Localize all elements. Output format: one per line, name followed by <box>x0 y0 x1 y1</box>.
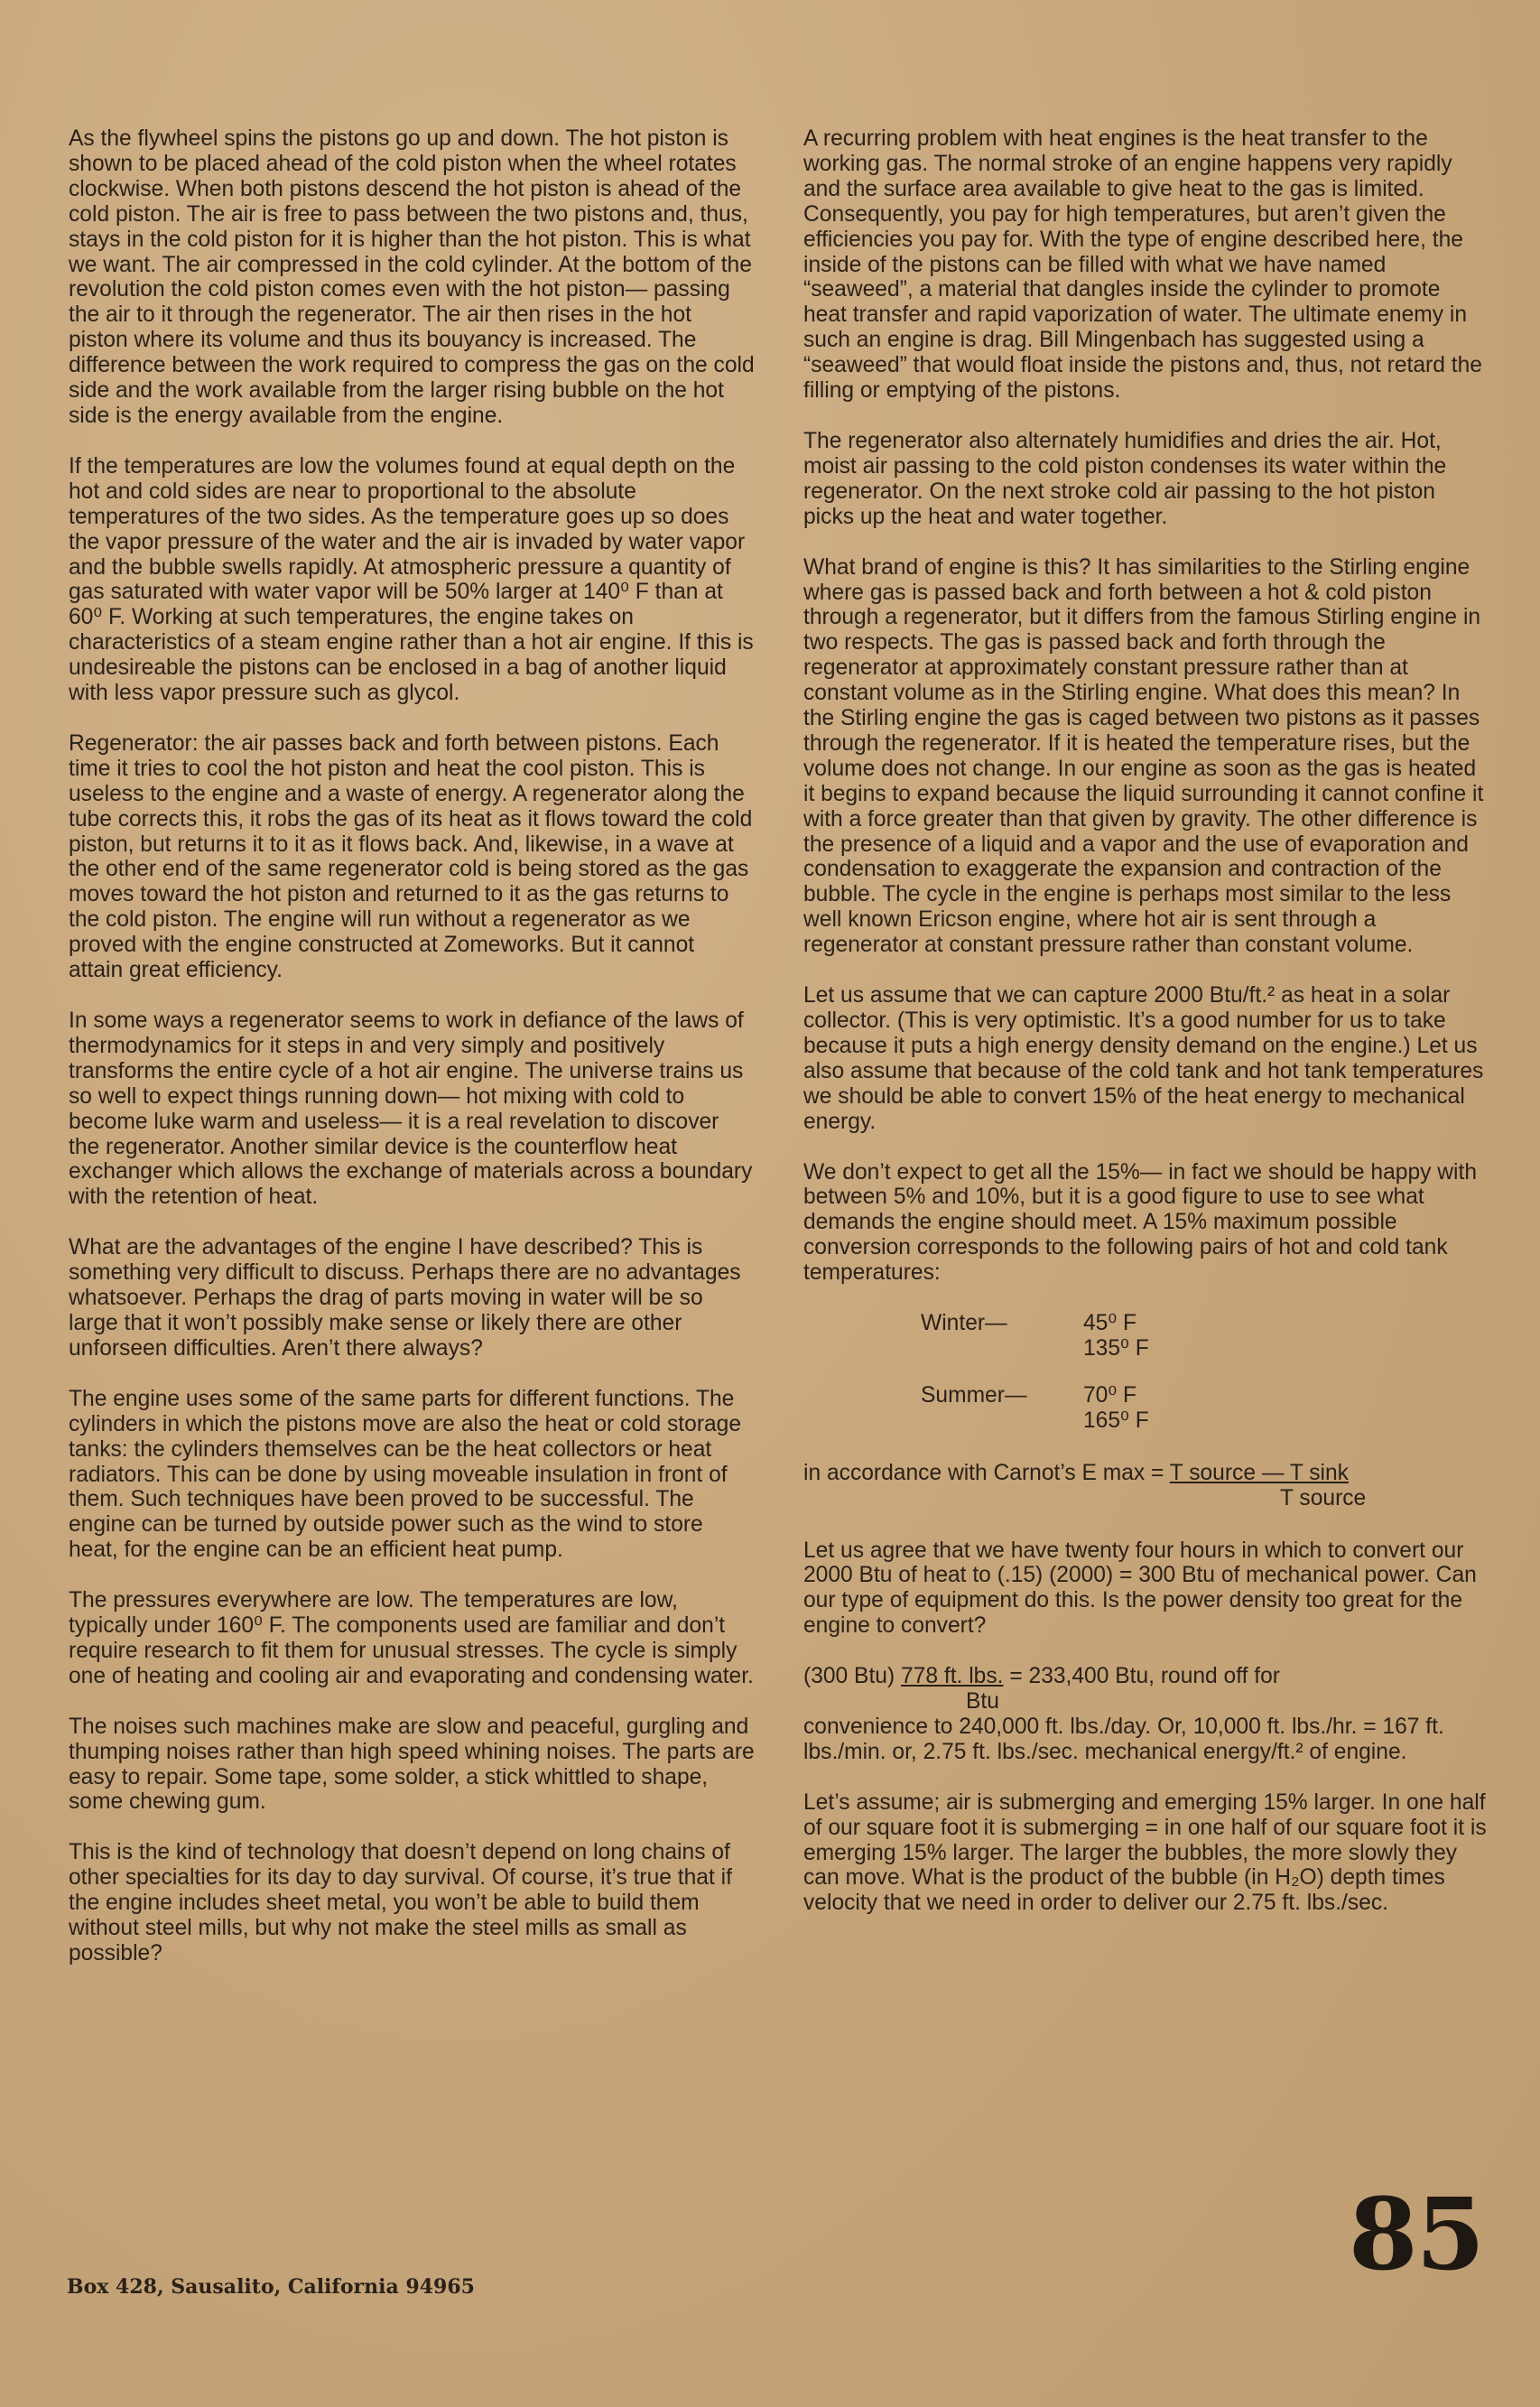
hot-temp: 165⁰ F <box>1083 1408 1149 1433</box>
paragraph: The regenerator also alternately humidifies and dries the air. Hot, moist air passing to the cold piston condenses its water within the regenerator. On the next stroke cold air passing to the hot piston picks up the heat and water together. <box>803 428 1447 529</box>
carnot-denominator: T source <box>1280 1485 1367 1510</box>
season-label: Winter— <box>921 1311 1007 1336</box>
left-column <box>69 126 755 1992</box>
carnot-formula <box>803 1461 1489 1511</box>
energy-calculation <box>803 1664 1489 1765</box>
paragraph: We don’t expect to get all the 15%— in fact we should be happy with between 5% and 10%, but it is a good figure to use to see what demands the engine should meet. A 15% maximum possible conversion corresponds to the following pairs of hot and cold tank temperatures: <box>803 1159 1478 1286</box>
paragraph: This is the kind of technology that doesn’t depend on long chains of other specialties for its day to day survival. Of course, it’s true that if the engine includes sheet metal, you won’t be able to build them without steel mills, but why not make the steel mills as small as possible? <box>69 1840 732 1966</box>
paragraph: The engine uses some of the same parts for different functions. The cylinders in which the pistons move are also the heat or cold storage tanks: the cylinders themselves can be the heat collectors or heat radiators. This can be done by using moveable insulation in front of them. Such techniques have been proved to be successful. The engine can be turned by outside power such as the wind to store heat, for the engine can be an efficient heat pump. <box>69 1386 742 1563</box>
paragraph: Let us agree that we have twenty four hours in which to convert our 2000 Btu of heat to (.15) (2000) = 300 Btu of mechanical power. Can our type of equipment do this. Is the power density too great for the engine to convert? <box>803 1538 1477 1639</box>
paragraph: What brand of engine is this? It has similarities to the Stirling engine where gas is passed back and forth between a hot & cold piston through a regenerator, but it differs from the famous Stirling engine in two respects. The gas is passed back and forth through the regenerator at approximately constant pressure rather than at constant volume as in the Stirling engine. What does this mean? In the Stirling engine the gas is caged between two pistons as it passes through the regenerator. If it is heated the temperature rises, but the volume does not change. In our engine as soon as the gas is heated it begins to expand because the liquid surrounding it cannot confine it with a force greater than that given by gravity. The other difference is the presence of a liquid and a vapor and the use of evaporation and condensation to exaggerate the expansion and contraction of the bubble. The cycle in the engine is perhaps most similar to the less well known Ericson engine, where hot air is sent through a regenerator at constant pressure rather than constant volume. <box>803 554 1484 958</box>
temperature-table <box>921 1311 1489 1434</box>
paragraph: The noises such machines make are slow and peaceful, gurgling and thumping noises rather than high speed whining noises. The parts are easy to repair. Some tape, some solder, a stick whittled to shape, some chewing gum. <box>69 1714 755 1815</box>
paragraph: A recurring problem with heat engines is the heat transfer to the working gas. The normal stroke of an engine happens very rapidly and the surface area available to give heat to the gas is limited. Consequently, you pay for high temperatures, but aren’t given the efficiencies you pay for. With the type of engine described here, the inside of the pistons can be filled with what we have named “seaweed”, a material that dangles inside the cylinder to promote heat transfer and rapid vaporization of water. The ultimate enemy in such an engine is drag. Bill Mingenbach has suggested using a “seaweed” that would float inside the pistons and, thus, not retard the filling or emptying of the pistons. <box>803 126 1482 404</box>
paragraph: Let us assume that we can capture 2000 Btu/ft.² as heat in a solar collector. (This is very optimistic. It’s a good number for us to take because it puts a high energy density demand on the engine.) Let us also assume that because of the cold tank and hot tank temperatures we should be able to convert 15% of the heat energy to mechanical energy. <box>803 983 1484 1134</box>
paragraph: What are the advantages of the engine I have described? This is something very difficult to discuss. Perhaps there are no advantages whatsoever. Perhaps the drag of parts moving in water will be so large that it won’t possibly make sense or likely there are other unforseen difficulties. Aren’t there always? <box>69 1235 741 1361</box>
page-number: 85 <box>1349 2176 1484 2292</box>
cold-temp: 45⁰ F <box>1083 1311 1137 1336</box>
carnot-prefix: in accordance with Carnot’s E max = <box>803 1460 1170 1485</box>
hot-temp: 135⁰ F <box>1083 1335 1149 1361</box>
calc-rest: convenience to 240,000 ft. lbs./day. Or, 10,000 ft. lbs./hr. = 167 ft. lbs./min. or, 2.75 ft. lbs./sec. mechanical energy/ft.² of engine. <box>803 1714 1444 1764</box>
paragraph: The pressures everywhere are low. The temperatures are low, typically under 160⁰ F. The components used are familiar and don’t require research to fit them for unusual stresses. The cycle is simply one of heating and cooling air and evaporating and condensing water. <box>69 1588 754 1688</box>
calc-suffix: = 233,400 Btu, round off for <box>1003 1664 1280 1689</box>
paragraph: Regenerator: the air passes back and forth between pistons. Each time it tries to cool the hot piston and heat the cool piston. This is useless to the engine and a waste of energy. A regenerator along the tube corrects this, it robs the gas of its heat as it flows toward the cold piston, but returns it to it as it flows back. And, likewise, in a wave at the other end of the same regenerator cold is being stored as the gas moves toward the hot piston and returned to it as the gas returns to the cold piston. The engine will run without a regenerator as we proved with the engine constructed at Zomeworks. But it cannot attain great efficiency. <box>69 730 753 983</box>
season-label: Summer— <box>921 1382 1027 1408</box>
paragraph: In some ways a regenerator seems to work in defiance of the laws of thermodynamics for it steps in and very simply and positively transforms the entire cycle of a hot air engine. The universe trains us so well to expect things running down— hot mixing with cold to become luke warm and useless— it is a real revelation to discover the regenerator. Another similar device is the counterflow heat exchanger which allows the exchange of materials across a boundary with the retention of heat. <box>69 1008 753 1210</box>
calc-fraction-top: 778 ft. lbs. <box>901 1664 1004 1689</box>
paragraph: If the temperatures are low the volumes found at equal depth on the hot and cold sides are near to proportional to the absolute temperatures of the two sides. As the temperature goes up so does the vapor pressure of the water and the air is invaded by water vapor and the bubble swells rapidly. At atmospheric pressure a quantity of gas saturated with water vapor will be 50% larger at 140⁰ F than at 60⁰ F. Working at such temperatures, the engine takes on characteristics of a steam engine rather than a hot air engine. If this is undesireable the pistons can be enclosed in a bag of another liquid with less vapor pressure such as glycol. <box>69 453 754 706</box>
cold-temp: 70⁰ F <box>1083 1382 1137 1408</box>
footer-address: Box 428, Sausalito, California 94965 <box>67 2275 475 2299</box>
paragraph: Let’s assume; air is submerging and emerging 15% larger. In one half of our square foot it is submerging = in one half of our square foot it is emerging 15% larger. The larger the bubbles, the more slowly they can move. What is the product of the bubble (in H₂O) depth times velocity that we need in order to deliver our 2.75 ft. lbs./sec. <box>803 1789 1487 1916</box>
calc-fraction-bottom: Btu <box>966 1689 999 1715</box>
paragraph: As the flywheel spins the pistons go up and down. The hot piston is shown to be placed ahead of the cold piston when the wheel rotates clockwise. When both pistons descend the hot piston is ahead of the cold piston. The air is free to pass between the two pistons and, thus, stays in the cold piston for it is higher than the hot piston. This is what we want. The air compressed in the cold cylinder. At the bottom of the revolution the cold piston comes even with the hot piston— passing the air to it through the regenerator. The air then rises in the hot piston where its volume and thus its bouyancy is increased. The difference between the work required to compress the gas on the cold side and the work available from the larger rising bubble on the hot side is the energy available from the engine. <box>69 126 755 428</box>
right-column <box>803 126 1489 1941</box>
temperature-row-summer <box>921 1383 1489 1434</box>
calc-prefix: (300 Btu) <box>803 1664 901 1689</box>
carnot-numerator: T source — T sink <box>1169 1460 1349 1485</box>
temperature-row-winter <box>921 1311 1489 1361</box>
